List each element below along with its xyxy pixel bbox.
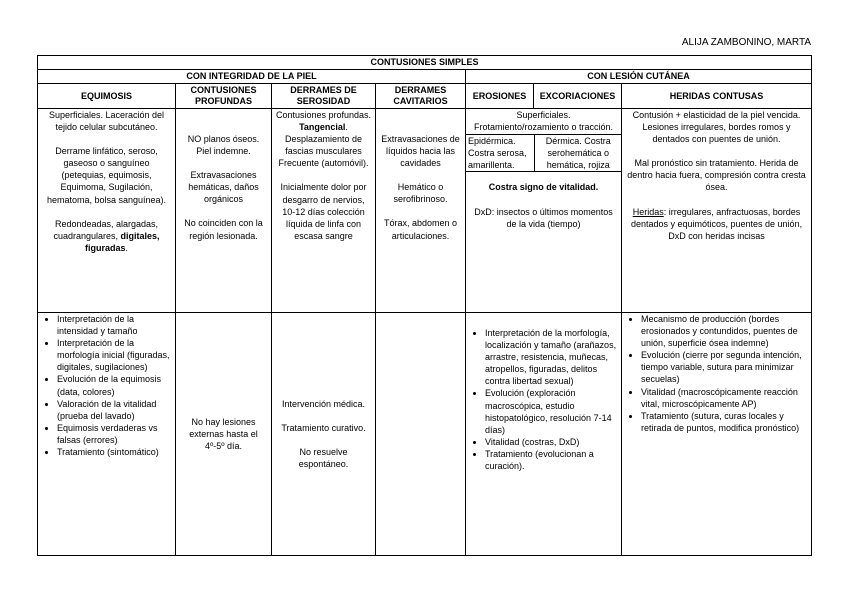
- equimosis-list: [41, 313, 172, 458]
- col-erosiones: EROSIONES: [466, 84, 534, 109]
- serosidad-treat-1: Intervención médica.: [281, 398, 366, 409]
- derrames-cavitarios-points: [376, 313, 466, 556]
- heridas-desc-2: Mal pronóstico sin tratamiento. Herida de dentro hacia fuera, compresión contra cresta ósea.: [627, 158, 806, 193]
- equimosis-desc-2: Derrame linfático, seroso, gaseoso o sanguíneo (petequias, equimosis, Equimoma, Sugilación, hematoma, bolsa sanguínea).: [46, 146, 167, 205]
- contusiones-desc-1: NO planos óseos. Piel indemne.: [187, 134, 260, 157]
- excoriaciones-costra: Dérmica. Costra serohemática o hemática, rojiza: [534, 135, 622, 172]
- contusiones-desc-3: No coinciden con la región lesionada.: [184, 218, 263, 241]
- list-item: • Valoración de la vitalidad (prueba del lavado): [57, 398, 172, 422]
- derrames-cavitarios-description: [376, 109, 466, 313]
- contusiones-profundas-points: [176, 313, 272, 556]
- group-row: [38, 70, 812, 84]
- serosidad-treat-2: Tratamiento curativo.: [281, 422, 366, 433]
- col-contusiones-profundas: CONTUSIONES PROFUNDAS: [176, 84, 272, 109]
- vitalidad-block: [466, 171, 621, 229]
- shared-superficiales: Superficiales. Frotamiento/rozamiento o tracción.: [473, 110, 614, 133]
- management-row: [38, 313, 812, 556]
- list-item: • Evolución de la equimosis (data, colores): [57, 373, 172, 397]
- list-item: • Interpretación de la morfología, localización y tamaño (arañazos, arrastre, resistencia, muñecas, atropellos, figuradas, delitos contra libertad sexual): [485, 327, 618, 387]
- serosidad-desc-3: Desplazamiento de fascias musculares: [284, 134, 363, 157]
- derrames-serosidad-points: [272, 313, 376, 556]
- list-item: • Equimosis verdaderas vs falsas (errores): [57, 422, 172, 446]
- list-item: • Tratamiento (sutura, curas locales y retirada de puntos, modifica pronóstico): [641, 410, 808, 434]
- serosidad-treat-3: No resuelve espontáneo.: [298, 447, 349, 470]
- heridas-contusas-description: [622, 109, 812, 313]
- cavitarios-desc-1: Extravasaciones de líquidos hacia las cavidades: [381, 134, 460, 169]
- cavitarios-desc-3: Tórax, abdomen o articulaciones.: [383, 218, 458, 241]
- serosidad-desc-1: Contusiones profundas.: [275, 110, 372, 120]
- group-integrity: CON INTEGRIDAD DE LA PIEL: [38, 70, 466, 84]
- list-item: • Evolución (exploración macroscópica, estudio histopatológico, resolución 7-14 días): [485, 387, 618, 435]
- contusiones-profundas-description: [176, 109, 272, 313]
- erosiones-excoriaciones-description: [466, 109, 622, 313]
- heridas-list: [625, 313, 808, 434]
- list-item: • Interpretación de la intensidad y tamaño: [57, 313, 172, 337]
- column-header-row: [38, 84, 812, 109]
- title-row: [38, 56, 812, 70]
- equimosis-desc-1: Superficiales. Laceración del tejido celular subcutáneo.: [48, 110, 165, 133]
- serosidad-desc-2: Tangencial.: [299, 122, 348, 133]
- col-derrames-serosidad: DERRAMES DE SEROSIDAD: [272, 84, 376, 109]
- list-item: • Tratamiento (sintomático): [57, 446, 172, 458]
- erosiones-excoriaciones-points: [466, 313, 622, 556]
- group-lesion: CON LESIÓN CUTÁNEA: [466, 70, 812, 84]
- erosiones-list: [469, 327, 618, 472]
- heridas-desc-1: Contusión + elasticidad de la piel vencida. Lesiones irregulares, bordes romos y dentados con puentes de unión.: [632, 110, 801, 145]
- col-equimosis: EQUIMOSIS: [38, 84, 176, 109]
- list-item: • Vitalidad (costras, DxD): [485, 436, 618, 448]
- contusiones-note: No hay lesiones externas hasta el 4º-5º día.: [189, 416, 258, 452]
- contusiones-table: [37, 55, 812, 556]
- erosiones-excoriaciones-split: [466, 134, 622, 171]
- cavitarios-desc-2: Hemático o serofibrinoso.: [393, 182, 448, 205]
- heridas-contusas-points: [622, 313, 812, 556]
- equimosis-desc-3: Redondeadas, alargadas, cuadrangulares, digitales, figuradas.: [53, 218, 160, 253]
- contusiones-desc-2: Extravasaciones hemáticas, daños orgánicos: [188, 170, 259, 205]
- dxd-note: DxD: insectos o últimos momentos de la vida (tiempo): [474, 206, 613, 229]
- equimosis-points: [38, 313, 176, 556]
- col-excoriaciones: EXCORIACIONES: [534, 84, 622, 109]
- description-row: [38, 109, 812, 313]
- table-title: CONTUSIONES SIMPLES: [38, 56, 812, 70]
- list-item: • Vitalidad (macroscópicamente reacción vital, microscópicamente AP): [641, 386, 808, 410]
- list-item: • Tratamiento (evolucionan a curación).: [485, 448, 618, 472]
- list-item: • Mecanismo de producción (bordes erosionados y contundidos, puentes de unión, superficie ósea indemne): [641, 313, 808, 349]
- col-heridas-contusas: HERIDAS CONTUSAS: [622, 84, 812, 109]
- col-derrames-cavitarios: DERRAMES CAVITARIOS: [376, 84, 466, 109]
- list-item: • Interpretación de la morfología inicial (figuradas, digitales, sugilaciones): [57, 337, 172, 373]
- costra-vitalidad: Costra signo de vitalidad.: [488, 182, 599, 193]
- serosidad-desc-4: Frecuente (automóvil).: [278, 158, 369, 169]
- equimosis-description: [38, 109, 176, 313]
- list-item: • Evolución (cierre por segunda intención, tiempo variable, sutura para minimizar secuelas): [641, 349, 808, 385]
- author-name: ALIJA ZAMBONINO, MARTA: [681, 37, 811, 48]
- erosiones-costra: Epidérmica. Costra serosa, amarillenta.: [466, 135, 534, 172]
- serosidad-desc-5: Inicialmente dolor por desgarro de nervios, 10-12 días colección líquida de linfa con escasa sangre: [280, 182, 367, 241]
- derrames-serosidad-description: [272, 109, 376, 313]
- heridas-desc-3: Heridas: irregulares, anfractuosas, bordes dentados y equimóticos, puentes de unión, DxD con heridas incisas: [630, 206, 803, 241]
